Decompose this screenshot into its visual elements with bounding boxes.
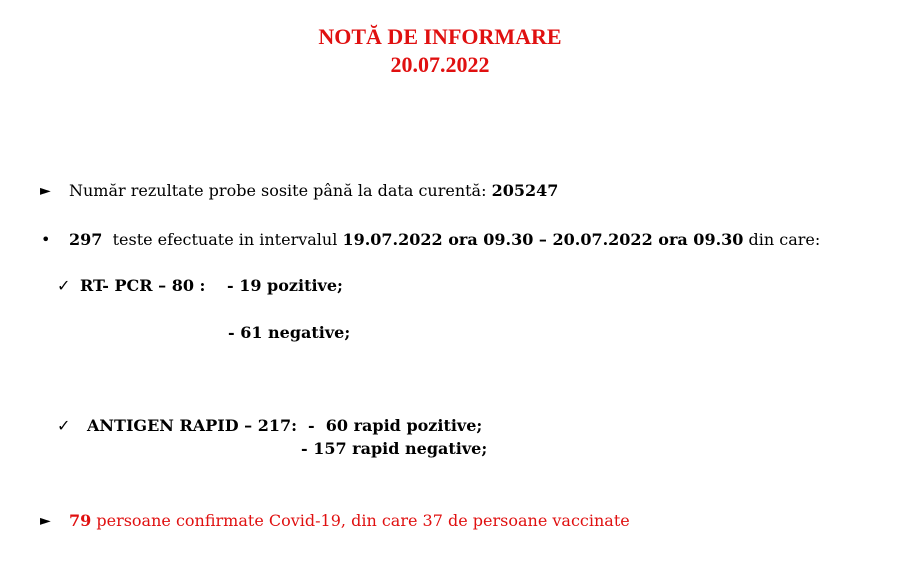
checkmark-icon: ✓ xyxy=(57,416,71,435)
page-date: 20.07.2022 xyxy=(390,52,490,77)
antigen-label: ANTIGEN RAPID – 217: xyxy=(87,416,298,435)
rtpcr-positive: - 19 pozitive; xyxy=(227,276,343,295)
confirmed-text: persoane confirmate Covid-19, din care 37 de persoane vaccinate xyxy=(91,511,630,530)
results-line xyxy=(69,180,558,202)
arrow-bullet-icon: ► xyxy=(40,183,51,199)
dot-bullet-icon: • xyxy=(41,230,51,249)
confirmed-count: 79 xyxy=(69,511,92,530)
page-title: NOTĂ DE INFORMARE xyxy=(318,24,562,49)
results-label: Număr rezultate probe sosite până la data curentă: xyxy=(69,181,492,200)
tests-text-2: din care: xyxy=(743,230,821,249)
antigen-negative: - 157 rapid negative; xyxy=(301,439,488,458)
antigen-positive: - 60 rapid pozitive; xyxy=(308,416,483,435)
tests-interval: 19.07.2022 ora 09.30 – 20.07.2022 ora 09.30 xyxy=(342,230,744,249)
results-value: 205247 xyxy=(491,181,559,200)
checkmark-icon: ✓ xyxy=(57,276,71,295)
tests-line xyxy=(69,229,820,251)
rtpcr-negative: - 61 negative; xyxy=(228,323,351,342)
arrow-bullet-icon: ► xyxy=(40,513,51,529)
tests-text-1: teste efectuate in intervalul xyxy=(102,230,343,249)
rtpcr-label: RT- PCR – 80 : xyxy=(80,276,206,295)
confirmed-line xyxy=(69,510,630,532)
tests-count: 297 xyxy=(69,230,103,249)
